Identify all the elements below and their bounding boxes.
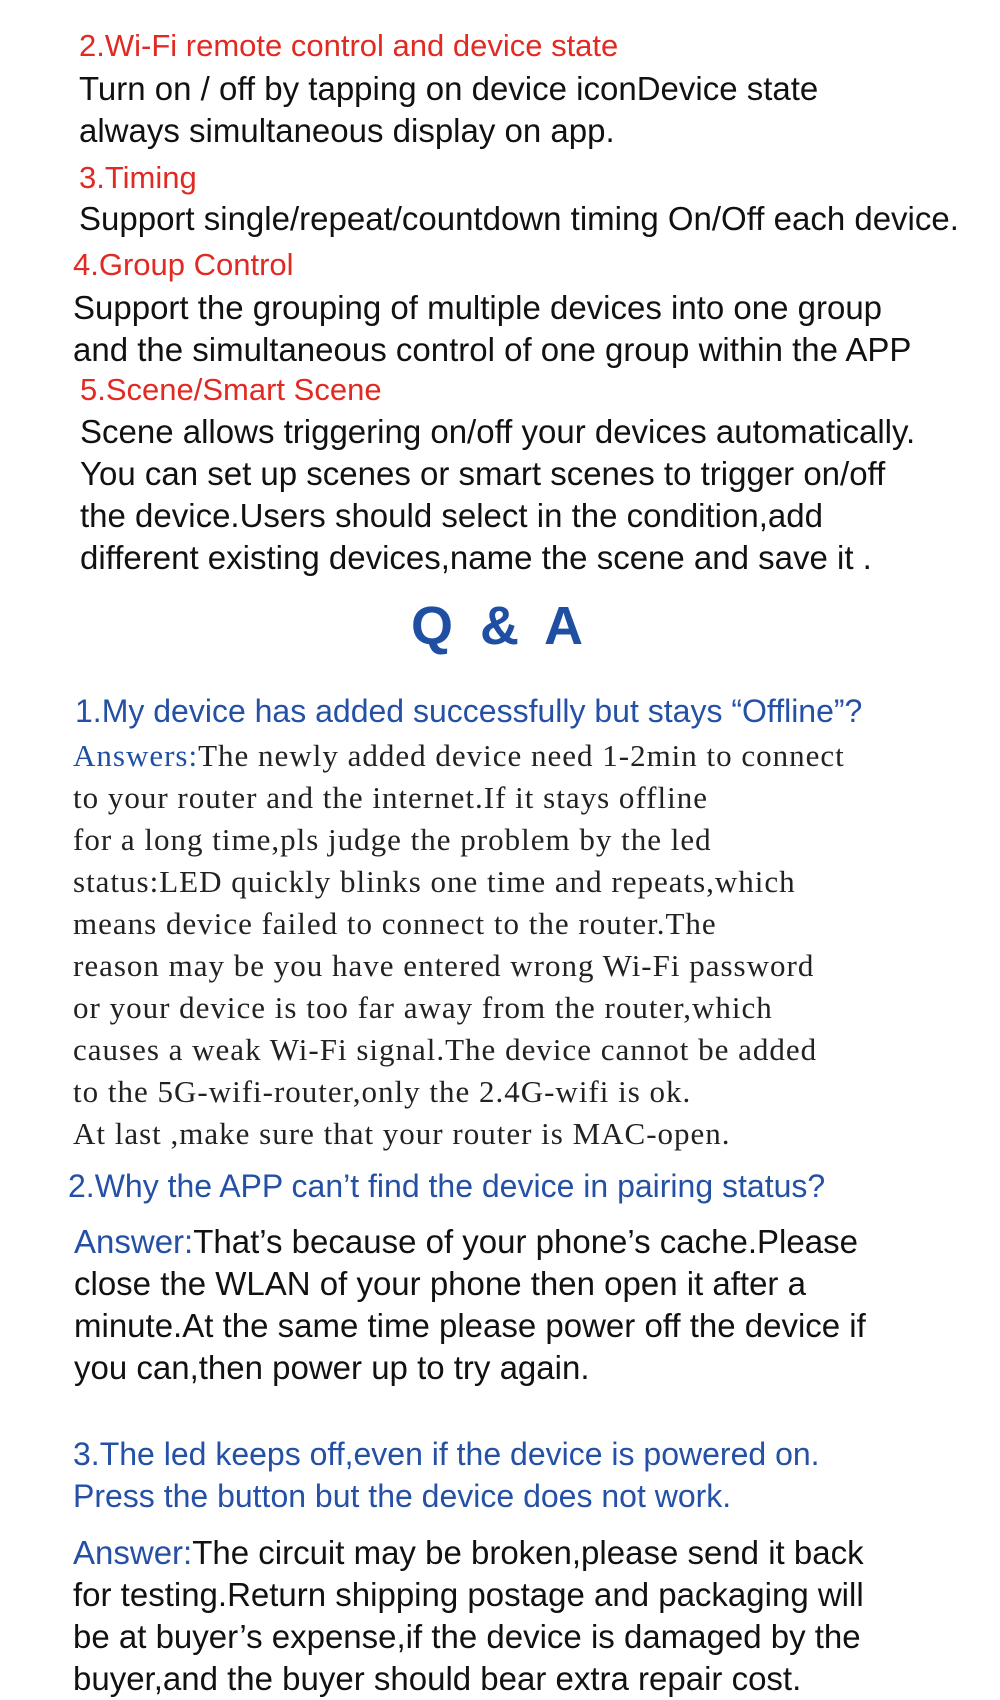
- answer-pairing: [74, 1221, 1000, 1389]
- answer-text: That’s because of your phone’s cache.Please close the WLAN of your phone then open it after a minute.At the same time please power off the device if you can,then power up to try again.: [74, 1223, 866, 1386]
- feature-heading-group: 4.Group Control: [73, 247, 294, 282]
- feature-body-group: Support the grouping of multiple devices into one group and the simultaneous control of one group within the APP: [73, 289, 912, 368]
- answer-text: The newly added device need 1-2min to connect to your router and the internet.If it stays offline for a long time,pls judge the problem by the led status:LED quickly blinks one time and repeats,which means device failed to connect to the router.The reason may be you have entered wrong Wi-Fi password or your device is too far away from the router,which causes a weak Wi-Fi signal.The device cannot be added to the 5G-wifi-router,only the 2.4G-wifi is ok. At last ,make sure that your router is MAC-open.: [73, 738, 845, 1151]
- answer-label: Answers:: [73, 738, 199, 773]
- question-led: 3.The led keeps off,even if the device is powered on. Press the button but the device does not work.: [73, 1436, 820, 1514]
- answer-label: Answer:: [74, 1223, 194, 1260]
- question-offline: 1.My device has added successfully but stays “Offline”?: [75, 693, 863, 729]
- answer-label: Answer:: [73, 1534, 193, 1571]
- feature-heading-wifi: 2.Wi-Fi remote control and device state: [79, 28, 619, 63]
- qa-title: Q & A: [411, 596, 589, 656]
- answer-led: [73, 1532, 1000, 1700]
- answer-offline: [73, 735, 1000, 1155]
- feature-body-scene: Scene allows triggering on/off your devices automatically. You can set up scenes or smart scenes to trigger on/off the device.Users should select in the condition,add different existing devices,name the scene and save it .: [80, 413, 916, 576]
- feature-heading-timing: 3.Timing: [79, 160, 197, 195]
- feature-heading-scene: 5.Scene/Smart Scene: [80, 372, 382, 407]
- feature-body-timing: Support single/repeat/countdown timing On/Off each device.: [79, 200, 959, 237]
- feature-body-wifi: Turn on / off by tapping on device iconDevice state always simultaneous display on app.: [79, 70, 819, 149]
- answer-text: The circuit may be broken,please send it back for testing.Return shipping postage and packaging will be at buyer’s expense,if the device is damaged by the buyer,and the buyer should bear extra repair cost.: [73, 1534, 864, 1697]
- question-pairing: 2.Why the APP can’t find the device in pairing status?: [68, 1168, 826, 1204]
